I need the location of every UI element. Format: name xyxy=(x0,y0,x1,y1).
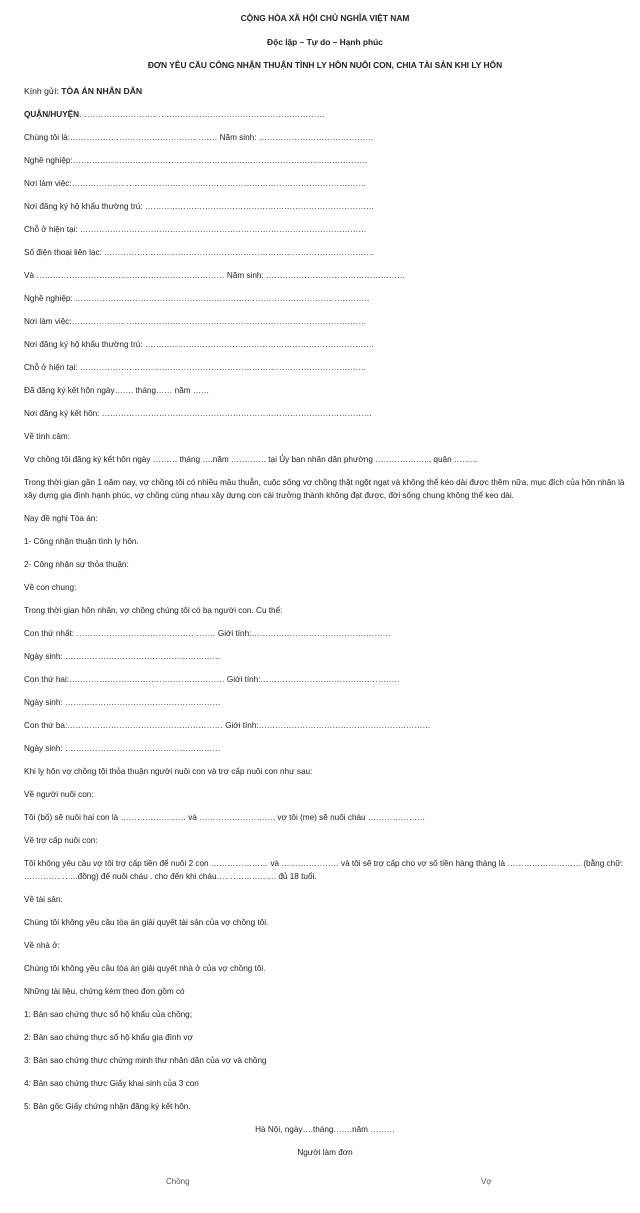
attachment-item: 4: Bản sao chứng thực Giấy khai sinh của 3 con xyxy=(24,1079,199,1088)
property-heading: Về tài sản: xyxy=(24,895,63,904)
property-text: Chúng tôi không yêu cầu tòa án giải quyết tài sản của vợ chồng tôi. xyxy=(24,918,269,927)
applicant-label: Người làm đơn xyxy=(297,1148,353,1157)
party2-registered-address: Nơi đăng ký hộ khẩu thường trú: ………………………………………………………………………… xyxy=(24,340,375,349)
district-fill: ……………………………………………………………………………… xyxy=(79,110,325,119)
wife-signature-label: Vợ xyxy=(481,1177,492,1186)
addressee-court: TÒA ÁN NHÂN DÂN xyxy=(61,86,143,96)
country-heading: CỘNG HÒA XÃ HỘI CHỦ NGHĨA VIỆT NAM xyxy=(240,13,410,23)
party2-workplace: Nơi làm việc:……………………………………………………………………………………………… xyxy=(24,317,367,326)
support-heading: Về trợ cấp nuôi con: xyxy=(24,836,98,845)
child-1-dob: Ngày sinh: ………………………………………………… xyxy=(24,652,221,661)
party1-workplace: Nơi làm việc:……………………………………………………………………………………………… xyxy=(24,179,367,188)
party2-name: Và …………………………………………………………… Năm sinh: …………………………………………… xyxy=(24,271,406,280)
party2-current-address: Chỗ ở hiện tại: …………………………………………………………………………………………… xyxy=(24,363,367,372)
housing-text: Chúng tôi không yêu cầu tòa án giải quyết nhà ở của vợ chồng tôi. xyxy=(24,964,266,973)
husband-signature-label: Chồng xyxy=(166,1177,190,1186)
district-label: QUẬN/HUYỆN xyxy=(24,110,80,119)
emotion-heading: Về tình cảm: xyxy=(24,432,70,441)
child-2: Con thứ hai:………………………………………………… Giới tính:…………………………………………… xyxy=(24,675,400,684)
children-intro: Trong thời gian hôn nhân, vợ chồng chúng tôi có ba người con. Cụ thể: xyxy=(24,606,283,615)
party1-current-address: Chỗ ở hiện tại: …………………………………………………………………………………………… xyxy=(24,225,367,234)
attachment-item: 3: Bản sao chứng thực chứng minh thư nhân dân của vợ và chồng xyxy=(24,1056,267,1065)
party1-name: Chúng tôi là:……………………………………………… Năm sinh: …………………………………… xyxy=(24,133,374,142)
emotion-reason: Trong thời gian gần 1 năm nay, vợ chồng tôi có nhiều mâu thuẫn, cuộc sống vợ chồng thật ngột ngạt và không thể kéo dài được thêm nữa, mục đích của hôn nhân là xây dựng gia đình hạnh phúc, vợ chồng cùng nhau xây dựng con cái trưởng thành không đạt được, đời sống chung không thể keo dài. xyxy=(24,478,625,500)
document-title: ĐƠN YÊU CẦU CÔNG NHẬN THUẬN TÌNH LY HÔN NUÔI CON, CHIA TÀI SẢN KHI LY HÔN xyxy=(147,60,503,70)
support-text: Tôi không yêu cầu vợ tôi trợ cấp tiền để nuôi 2 con ………………… và ………………… và tôi sẽ trợ cấp cho vợ số tiền hàng tháng là ……………………… (bằng chữ: ………………..đồng) để nuôi cháu . cho đến khi cháu…………………. đủ 18 tuổi. xyxy=(24,859,623,881)
emotion-registered: Vợ chồng tôi đăng ký kết hôn ngày ……… tháng ….năm …………. tại Ủy ban nhân dân phường ……………….., quận ……… xyxy=(24,455,479,464)
party2-job: Nghề nghiệp: ……………………………………………………………………………………………… xyxy=(24,294,370,303)
raiser-text: Tôi (bố) sẽ nuôi hai con là …………………… và ………………………, vợ tôi (me) sẽ nuôi cháu ………………… xyxy=(24,813,426,822)
housing-heading: Về nhà ở: xyxy=(24,941,60,950)
footer-block xyxy=(24,1118,626,1164)
marriage-place: Nơi đăng ký kết hôn: ……………………………………………………………………………………… xyxy=(24,409,372,418)
attachment-item: 2: Bản sao chứng thực sổ hộ khẩu gia đình vợ xyxy=(24,1033,193,1042)
place-date: Hà Nội, ngày….tháng…….năm ……… xyxy=(255,1125,395,1134)
motto-heading: Độc lập – Tự do – Hạnh phúc xyxy=(267,37,383,47)
child-3-dob: Ngày sinh: ………………………………………………… xyxy=(24,744,221,753)
party1-job: Nghề nghiệp:……………………………………………………………………………………………… xyxy=(24,156,368,165)
children-heading: Về con chung: xyxy=(24,583,77,592)
raiser-heading: Về người nuôi con: xyxy=(24,790,94,799)
marriage-date: Đã đăng ký kết hôn ngày……. tháng…… năm …… xyxy=(24,386,210,395)
request-item-2: 2- Công nhận sự thỏa thuận: xyxy=(24,560,129,569)
addressee-line xyxy=(24,80,626,103)
attachment-item: 1: Bản sao chứng thực sổ hộ khẩu của chồng; xyxy=(24,1010,192,1019)
request-intro: Nay đề nghị Tòa án: xyxy=(24,514,98,523)
party1-registered-address: Nơi đăng ký hộ khẩu thường trú: ………………………………………………………………………… xyxy=(24,202,375,211)
custody-intro: Khi ly hôn vợ chồng tôi thỏa thuận người nuôi con và trợ cấp nuôi con như sau: xyxy=(24,767,313,776)
child-3: Con thứ ba:………………………………………………… Giới tính:……………………………………………………… xyxy=(24,721,431,730)
attachment-item: 5: Bản gốc Giấy chứng nhận đăng ký kết hôn. xyxy=(24,1102,191,1111)
document-body xyxy=(24,80,626,1164)
request-item-1: 1- Công nhận thuận tình ly hôn. xyxy=(24,537,139,546)
child-2-dob: Ngày sinh: ………………………………………………… xyxy=(24,698,221,707)
party1-phone: Số điện thoại liên lạc: ……………………………………………………………………………………… xyxy=(24,248,375,257)
attachments-intro: Những tài liệu, chứng kèm theo đơn gồm có xyxy=(24,987,185,996)
district-line xyxy=(24,103,626,126)
child-1: Con thứ nhất: …………………………………………… Giới tính:…………………………………………… xyxy=(24,629,391,638)
addressee-label: Kính gửi: xyxy=(24,86,62,96)
